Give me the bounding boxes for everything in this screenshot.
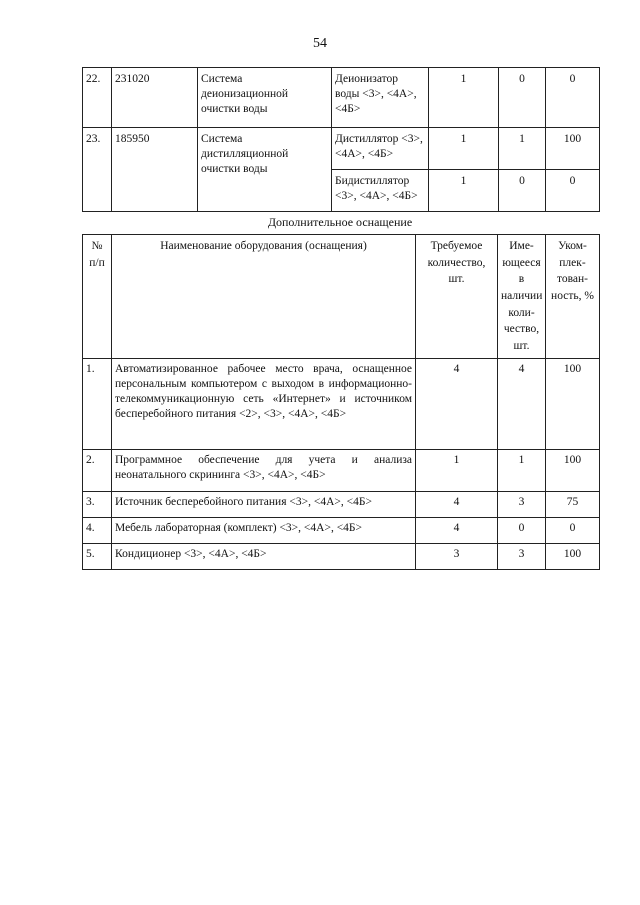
row-name: Программное обеспечение для учета и анализа неонатального скрининга <3>, <4А>, <4Б> [112, 450, 416, 492]
row-percent: 0 [546, 518, 600, 544]
header-percent: Уком-плек-тован-ность, % [546, 235, 600, 359]
row-required: 1 [429, 170, 499, 212]
row-percent: 0 [546, 170, 600, 212]
row-required: 4 [416, 492, 498, 518]
table-row [83, 450, 600, 492]
header-name: Наименование оборудования (оснащения) [112, 235, 416, 359]
row-available: 3 [498, 492, 546, 518]
table-row [83, 544, 600, 570]
row-number: 22. [83, 68, 112, 128]
row-available: 1 [499, 128, 546, 170]
row-percent: 100 [546, 544, 600, 570]
row-item-name: Бидистиллятор <3>, <4А>, <4Б> [332, 170, 429, 212]
row-percent: 100 [546, 359, 600, 450]
row-available: 0 [499, 68, 546, 128]
row-name: Мебель лабораторная (комплект) <3>, <4А>, <4Б> [112, 518, 416, 544]
additional-equipment-table [82, 234, 600, 570]
row-name: Источник бесперебойного питания <3>, <4А>, <4Б> [112, 492, 416, 518]
equipment-table-continued [82, 67, 600, 212]
row-required: 3 [416, 544, 498, 570]
row-item-name: Дистиллятор <3>, <4А>, <4Б> [332, 128, 429, 170]
row-available: 4 [498, 359, 546, 450]
row-code: 231020 [112, 68, 198, 128]
table-row [83, 128, 600, 170]
row-number: 23. [83, 128, 112, 212]
row-required: 1 [416, 450, 498, 492]
row-percent: 100 [546, 450, 600, 492]
row-available: 1 [498, 450, 546, 492]
row-name: Автоматизированное рабочее место врача, оснащенное персональным компьютером с выходом в информационно-телекоммуникационную сеть «Интернет» и источником бесперебойного питания <2>, <3>, <4А>, <4Б> [112, 359, 416, 450]
row-required: 1 [429, 68, 499, 128]
row-number: 1. [83, 359, 112, 450]
header-available: Име-ющееся в наличии коли-чество, шт. [498, 235, 546, 359]
row-code: 185950 [112, 128, 198, 212]
row-available: 0 [498, 518, 546, 544]
row-percent: 75 [546, 492, 600, 518]
row-number: 4. [83, 518, 112, 544]
row-number: 5. [83, 544, 112, 570]
table-row [83, 68, 600, 128]
row-available: 3 [498, 544, 546, 570]
header-number: № п/п [83, 235, 112, 359]
row-system: Система деионизационной очистки воды [198, 68, 332, 128]
section-title: Дополнительное оснащение [267, 215, 413, 229]
row-required: 4 [416, 518, 498, 544]
row-required: 4 [416, 359, 498, 450]
row-percent: 100 [546, 128, 600, 170]
row-number: 3. [83, 492, 112, 518]
row-name: Кондиционер <3>, <4А>, <4Б> [112, 544, 416, 570]
row-number: 2. [83, 450, 112, 492]
row-system: Система дистилляционной очистки воды [198, 128, 332, 212]
table-row [83, 359, 600, 450]
table-row [83, 518, 600, 544]
row-required: 1 [429, 128, 499, 170]
row-item-name: Деионизатор воды <3>, <4А>, <4Б> [332, 68, 429, 128]
row-percent: 0 [546, 68, 600, 128]
header-required: Требуемое количество, шт. [416, 235, 498, 359]
page-number: 54 [313, 36, 327, 51]
row-available: 0 [499, 170, 546, 212]
table-header-row [83, 235, 600, 359]
table-row [83, 492, 600, 518]
